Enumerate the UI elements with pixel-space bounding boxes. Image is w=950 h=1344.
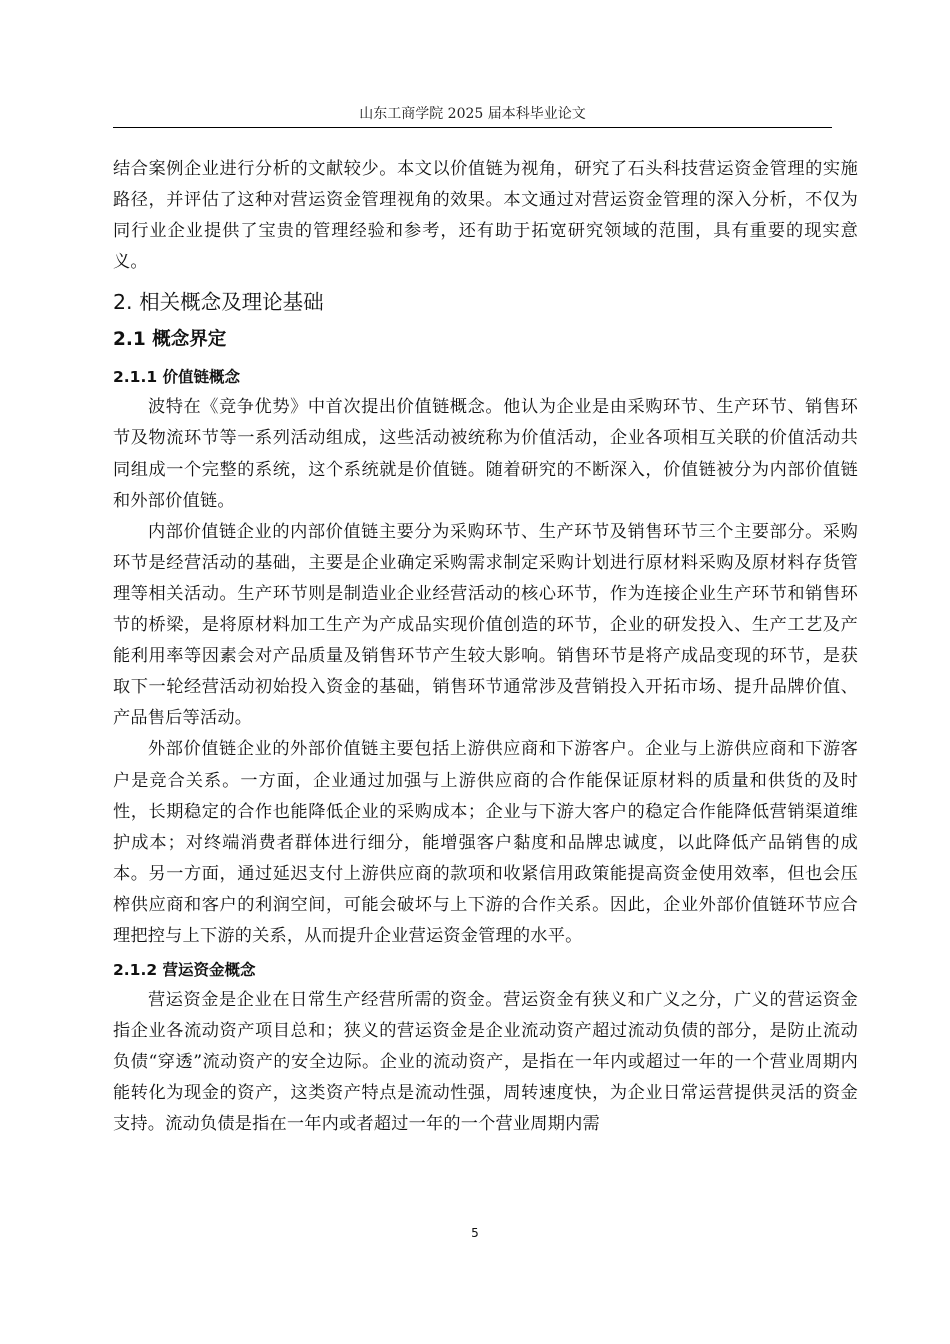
section-heading-2-1: 2.1 概念界定 — [113, 329, 227, 351]
section-heading-2: 2. 相关概念及理论基础 — [113, 290, 324, 315]
paragraph-external-value-chain: 外部价值链企业的外部价值链主要包括上游供应商和下游客户。企业与上游供应商和下游客户是竞合关系。一方面，企业通过加强与上游供应商的合作能保证原材料的质量和供货的及时性，长期稳定的合作也能降低企业的采购成本；企业与下游大客户的稳定合作能降低营销渠道维护成本；对终端消费者群体进行细分，能增强客户黏度和品牌忠诚度，以此降低产品销售的成本。另一方面，通过延迟支付上游供应商的款项和收紧信用政策能提高资金使用效率，但也会压榨供应商和客户的利润空间，可能会破坏与上下游的合作关系。因此，企业外部价值链环节应合理把控与上下游的关系，从而提升企业营运资金管理的水平。 — [113, 739, 858, 946]
paragraph-internal-value-chain: 内部价值链企业的内部价值链主要分为采购环节、生产环节及销售环节三个主要部分。采购环节是经营活动的基础，主要是企业确定采购需求制定采购计划进行原材料采购及原材料存货管理等相关活动。生产环节则是制造业企业经营活动的核心环节，作为连接企业生产环节和销售环节的桥梁，是将原材料加工生产为产成品实现价值创造的环节，企业的研发投入、生产工艺及产能利用率等因素会对产品质量及销售环节产生较大影响。销售环节是将产成品变现的环节，是获取下一轮经营活动初始投入资金的基础，销售环节通常涉及营销投入开拓市场、提升品牌价值、产品售后等活动。 — [113, 521, 858, 729]
intro-paragraph: 结合案例企业进行分析的文献较少。本文以价值链为视角，研究了石头科技营运资金管理的实施路径，并评估了这种对营运资金管理视角的效果。本文通过对营运资金管理的深入分析，不仅为同行业企业提供了宝贵的管理经验和参考，还有助于拓宽研究领域的范围，具有重要的现实意义。 — [113, 159, 858, 273]
section-heading-2-1-2: 2.1.2 营运资金概念 — [113, 961, 256, 980]
page-number: 5 — [471, 1226, 479, 1240]
paragraph-value-chain-definition: 波特在《竞争优势》中首次提出价值链概念。他认为企业是由采购环节、生产环节、销售环节及物流环节等一系列活动组成，这些活动被统称为价值活动，企业各项相互关联的价值活动共同组成一个完整的系统，这个系统就是价值链。随着研究的不断深入，价值链被分为内部价值链和外部价值链。 — [113, 397, 858, 511]
paragraph-working-capital-definition: 营运资金是企业在日常生产经营所需的资金。营运资金有狭义和广义之分，广义的营运资金指企业各流动资产项目总和；狭义的营运资金是企业流动资产超过流动负债的部分，是防止流动负债“穿透”流动资产的安全边际。企业的流动资产，是指在一年内或超过一年的一个营业周期内能转化为现金的资产，这类资产特点是流动性强，周转速度快，为企业日常运营提供灵活的资金支持。流动负债是指在一年内或者超过一年的一个营业周期内需 — [113, 990, 858, 1135]
section-heading-2-1-1: 2.1.1 价值链概念 — [113, 368, 241, 387]
page-body — [113, 154, 858, 1141]
header-divider — [113, 127, 832, 128]
running-header: 山东工商学院 2025 届本科毕业论文 — [359, 106, 586, 122]
